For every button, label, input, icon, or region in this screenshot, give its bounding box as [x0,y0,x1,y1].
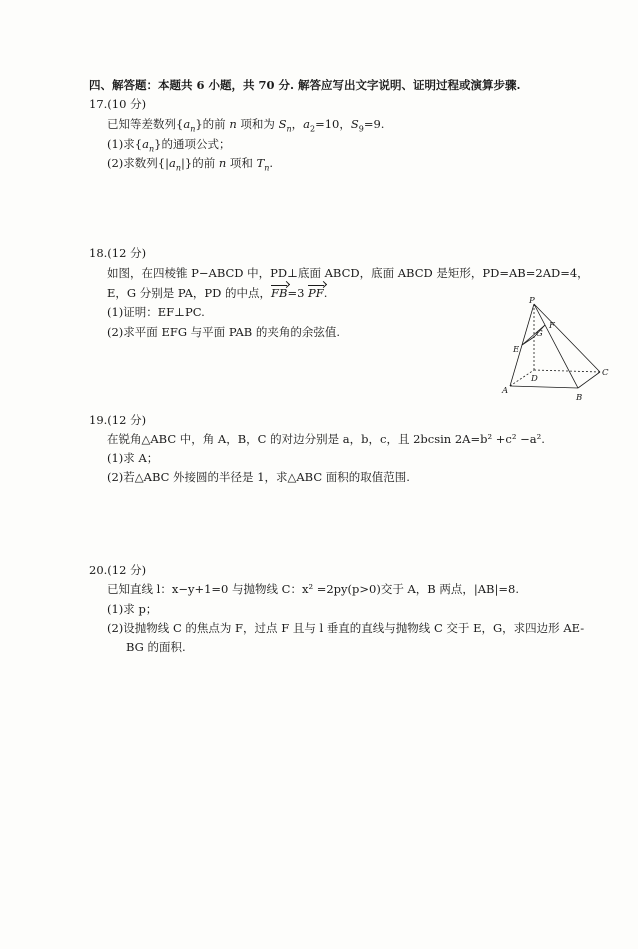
label-f: F [549,321,555,331]
q18-stem-line2: E，G 分别是 PA，PD 的中点，FB=3 PF. [107,286,328,300]
label-p: P [529,296,535,306]
label-g: G [536,329,543,339]
q18-stem-line1: 如图，在四棱锥 P−ABCD 中，PD⊥底面 ABCD，底面 ABCD 是矩形，PD=AB=2AD=4， [107,266,589,280]
q18-part1: (1)证明：EF⊥PC. [107,305,205,319]
vector-fb: FB [271,286,288,300]
q17-number: 17.(10 分) [89,97,147,111]
label-b: B [576,393,583,403]
q20-part2-line2: BG 的面积. [126,640,186,654]
vector-pf: PF [308,286,324,300]
label-c: C [602,368,609,378]
edge-ab [510,386,578,388]
q17-part2: (2)求数列$\{|a_n|\}$的前 n 项和 $T_n$. [107,156,274,173]
edge-pb [534,304,578,388]
q20-part1: (1)求 p； [107,602,158,616]
label-e: E [513,345,520,355]
edge-pc [534,304,600,372]
edge-dc [534,370,600,372]
q19-part2: (2)若△ABC 外接圆的半径是 1，求△ABC 面积的取值范围. [107,470,410,484]
q17-part1: (1)求$\{a_n\}$的通项公式； [107,137,231,154]
q17-stem: 已知等差数列$\{a_n\}$的前 n 项和为 $S_n$，$a_2=10$，$S_9=9$. [107,117,385,134]
pyramid-figure [496,296,616,406]
q20-part2-line1: (2)设抛物线 C 的焦点为 F，过点 F 且与 l 垂直的直线与抛物线 C 交于 E，G，求四边形 AE- [107,621,585,635]
edge-bc [578,372,600,388]
q19-stem: 在锐角△ABC 中，角 A，B，C 的对边分别是 a，b，c，且 2bcsin 2A=b² +c² −a². [107,432,545,446]
q18-number: 18.(12 分) [89,246,147,260]
q19-number: 19.(12 分) [89,413,147,427]
q18-part2: (2)求平面 EFG 与平面 PAB 的夹角的余弦值. [107,325,341,339]
q19-part1: (1)求 A； [107,451,159,465]
q20-number: 20.(12 分) [89,563,147,577]
label-d: D [531,374,538,384]
label-a: A [502,386,509,396]
q20-stem: 已知直线 l：x−y+1=0 与抛物线 C：x² =2py(p>0)交于 A，B 两点，|AB|=8. [107,582,519,596]
section-title: 四、解答题：本题共 6 小题，共 70 分. 解答应写出文字说明、证明过程或演算步骤. [89,78,521,92]
